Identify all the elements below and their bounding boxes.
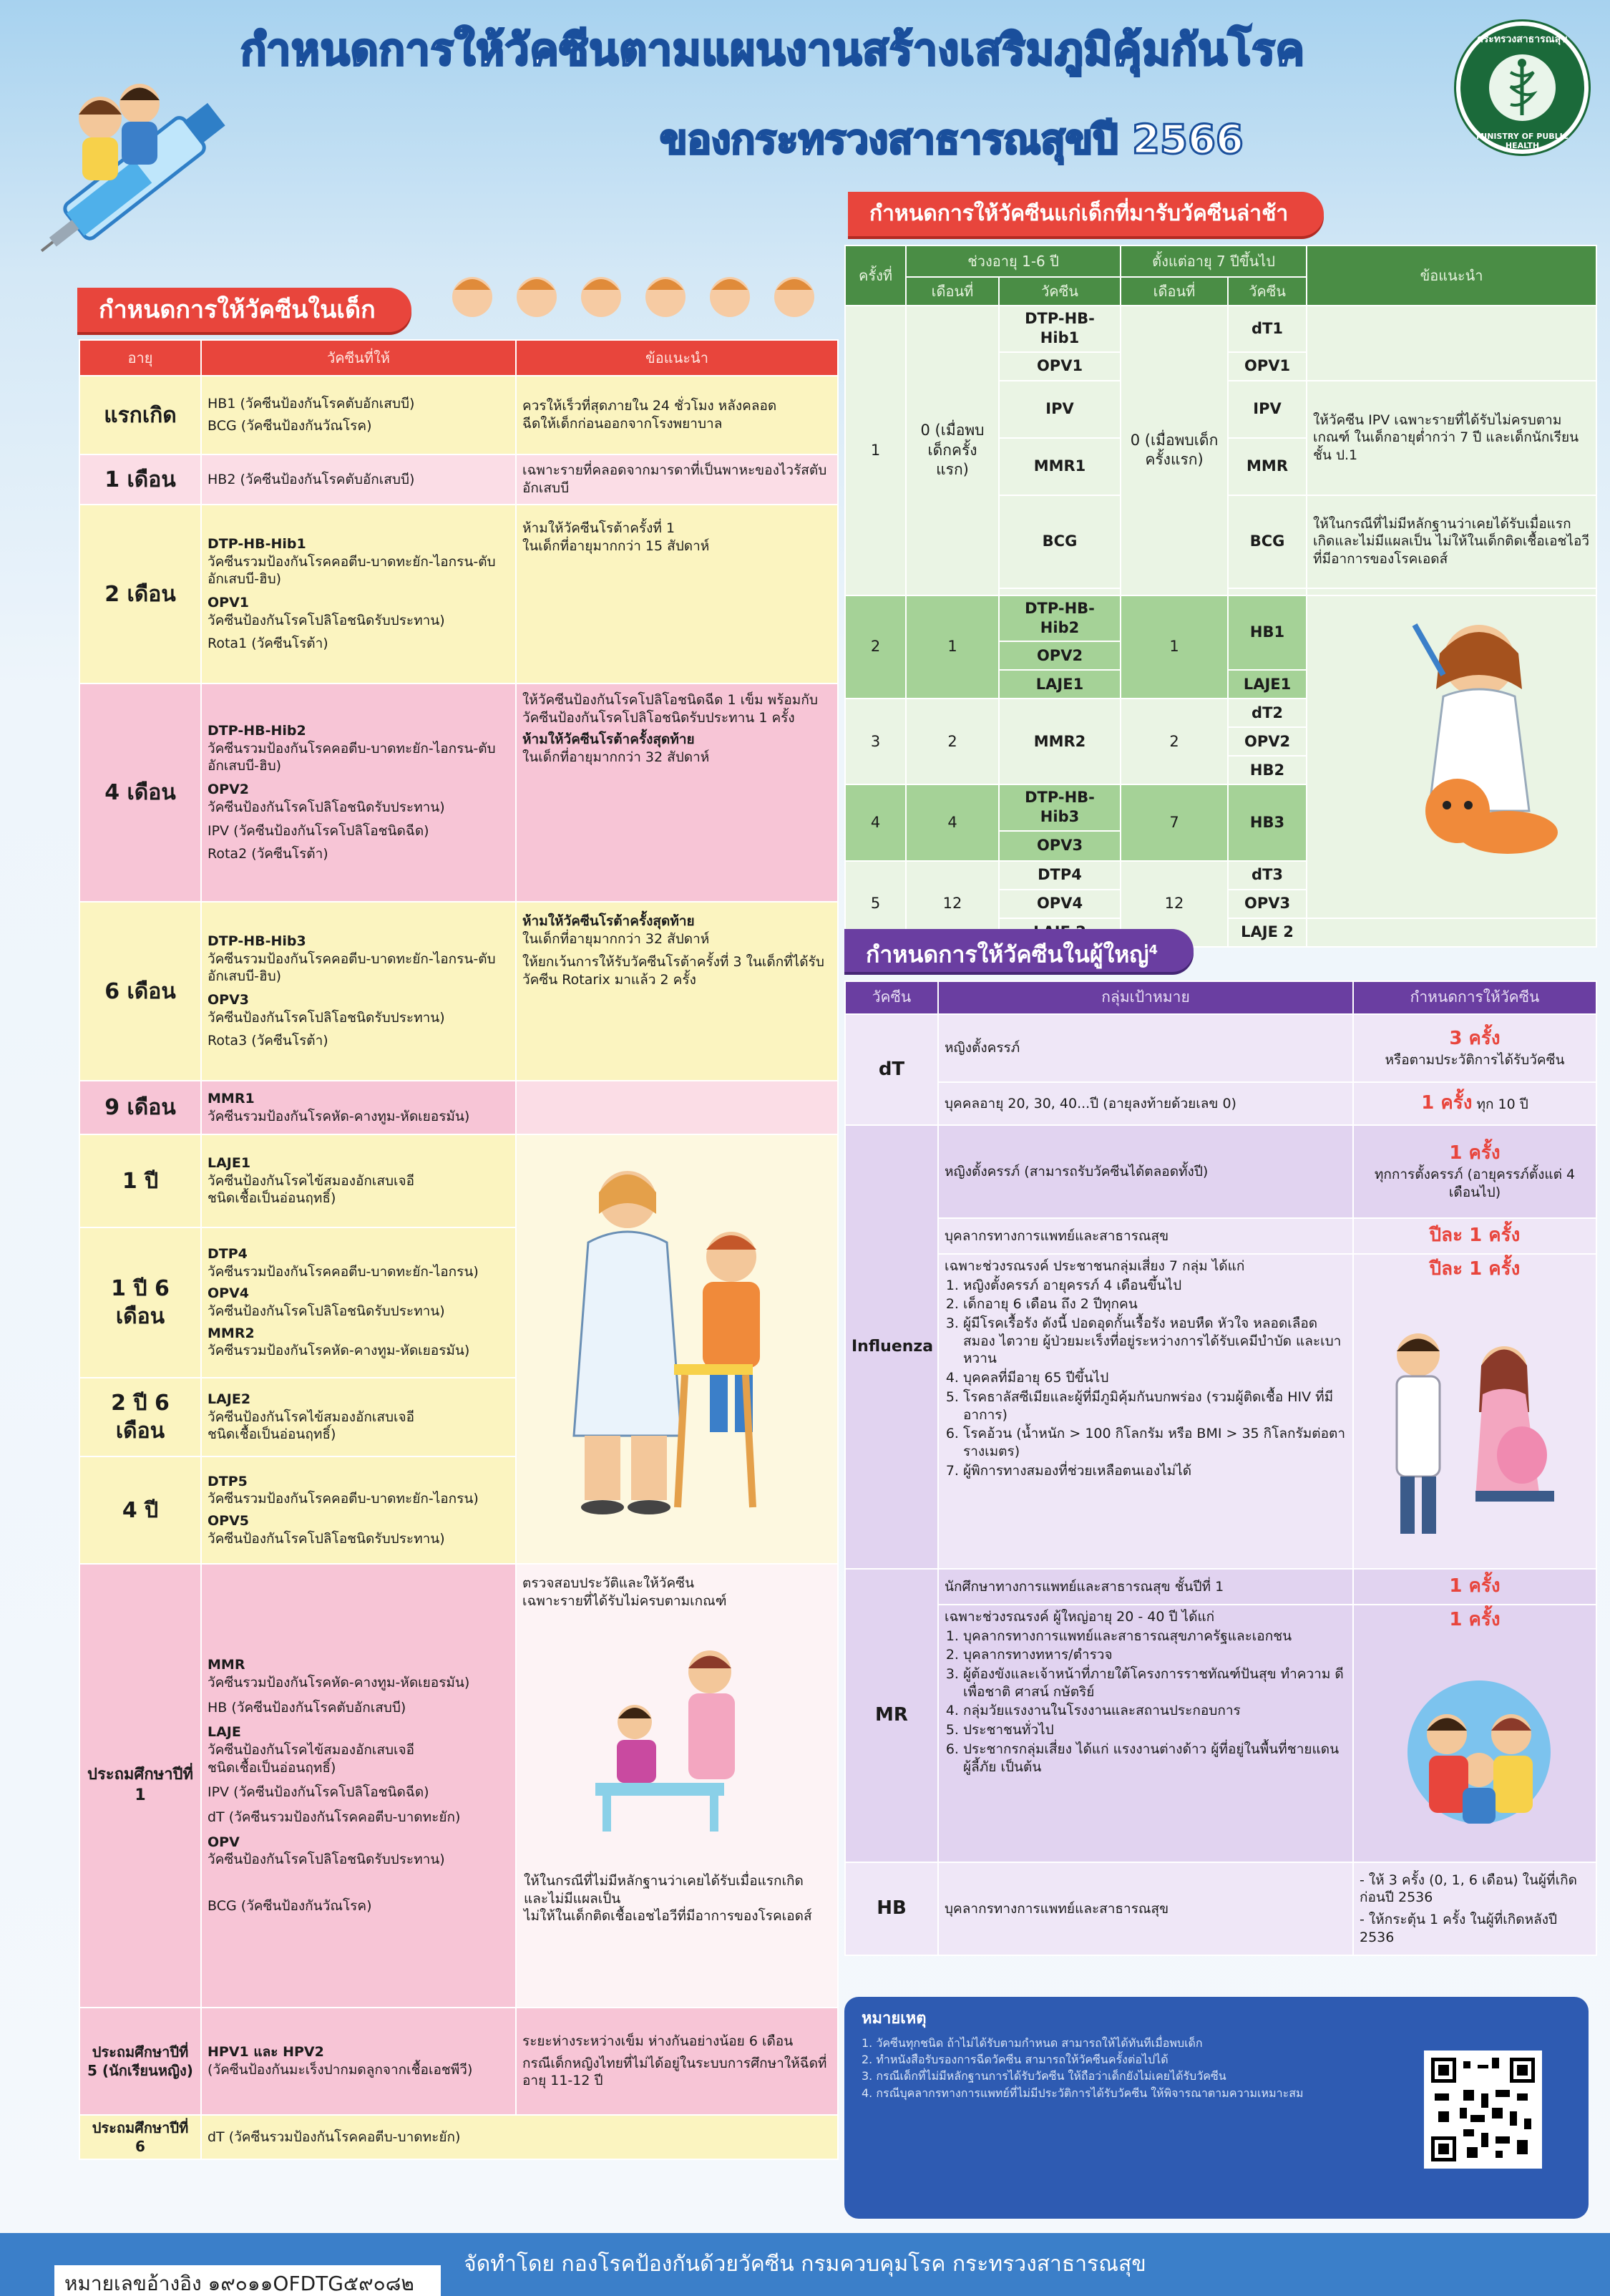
- vaccine-code: MMR2: [208, 1325, 255, 1341]
- age-label: 1 เดือน: [79, 454, 201, 505]
- age-label: 1 ปี 6 เดือน: [79, 1227, 201, 1378]
- adult-target: บุคคลอายุ 20, 30, 40...ปี (อายุลงท้ายด้วยเลข 0): [938, 1082, 1353, 1125]
- vaccine-desc: ชนิดเชื้อเป็นอ่อนฤทธิ์): [208, 1426, 336, 1443]
- vaccine-desc: วัคซีนป้องกันโรคโปลิโอชนิดรับประทาน): [208, 1852, 445, 1868]
- vaccine-desc: วัคซีนรวมป้องกันโรคหัด-คางทูม-หัดเยอรมัน): [208, 1674, 470, 1691]
- late-advice: ให้วัคซีน IPV เฉพาะรายที่ได้รับไม่ครบตามเกณฑ์ ในเด็กอายุต่ำกว่า 7 ปี และเด็กนักเรียนชั้น ป.1: [1307, 381, 1596, 495]
- late-vaccine: dT1: [1228, 306, 1307, 352]
- schedule-count: ปีละ 1 ครั้ง: [1429, 1258, 1521, 1280]
- adult-target: หญิงตั้งครรภ์: [938, 1014, 1353, 1082]
- adult-section-title: [844, 929, 1194, 972]
- adult-target: เฉพาะช่วงรณรงค์ ผู้ใหญ่อายุ 20 - 40 ปี ได้แก่: [945, 1609, 1215, 1625]
- list-item: 4. กลุ่มวัยแรงงานในโรงงานและสถานประกอบการ: [963, 1702, 1347, 1720]
- doctor-child-illustration: [560, 1149, 796, 1522]
- advice-line: ห้ามให้วัคซีนโรต้าครั้งสุดท้าย: [522, 731, 695, 748]
- vaccine-line: IPV (วัคซีนป้องกันโรคโปลิโอชนิดฉีด): [208, 822, 429, 839]
- age-label: 4 ปี: [79, 1456, 201, 1564]
- note-item: 4. กรณีบุคลากรทางการแพทย์ที่ไม่มีประวัติการได้รับวัคซีน ให้พิจารณาตามความเหมาะสม: [862, 2086, 1304, 2100]
- vaccine-line: IPV (วัคซีนป้องกันโรคโปลิโอชนิดฉีด): [208, 1784, 429, 1801]
- vaccine-desc: วัคซีนรวมป้องกันโรคคอตีบ-บาดทะยัก-ไอกรน): [208, 1263, 479, 1280]
- vaccine-line: HB2 (วัคซีนป้องกันโรคตับอักเสบบี): [208, 471, 415, 487]
- vaccine-code: LAJE2: [208, 1391, 251, 1407]
- kids-row-grade-1: [79, 1564, 838, 2008]
- vaccine-desc: วัคซีนป้องกันโรคโปลิโอชนิดรับประทาน): [208, 612, 445, 628]
- vaccine-code: LAJE1: [208, 1154, 251, 1171]
- notes-title: หมายเหตุ: [862, 2010, 927, 2028]
- adult-target: บุคลากรทางการแพทย์และสาธารณสุข: [938, 1218, 1353, 1254]
- schedule-count: ปีละ 1 ครั้ง: [1429, 1225, 1521, 1247]
- vaccine-desc: ชนิดเชื้อเป็นอ่อนฤทธิ์): [208, 1190, 336, 1207]
- late-month1: 1: [906, 595, 999, 699]
- kids-vaccine-table: [79, 339, 839, 2160]
- age-label: 2 เดือน: [79, 505, 201, 684]
- adult-row-dt-2: [845, 1082, 1596, 1125]
- age-label: แรกเกิด: [79, 376, 201, 454]
- advice-line: ในเด็กที่อายุมากกว่า 32 สัปดาห์: [522, 930, 710, 947]
- late-vaccine: OPV3: [1228, 890, 1307, 918]
- vaccine-desc: วัคซีนป้องกันโรคโปลิโอชนิดรับประทาน): [208, 799, 445, 815]
- vaccine-line: HB (วัคซีนป้องกันโรคตับอักเสบบี): [208, 1699, 406, 1716]
- vaccine-desc: วัคซีนป้องกันโรคไข้สมองอักเสบเจอี: [208, 1172, 415, 1189]
- advice-line: ตรวจสอบประวัติและให้วัคซีน: [522, 1575, 695, 1591]
- advice-line: ในเด็กที่อายุมากกว่า 15 สัปดาห์: [522, 537, 710, 554]
- vaccine-desc: วัคซีนรวมป้องกันโรคคอตีบ-บาดทะยัก-ไอกรน-ตับอักเสบบี-ฮิบ): [208, 553, 496, 588]
- schedule-count: 1 ครั้ง: [1449, 1609, 1501, 1630]
- logo-text-bottom: MINISTRY OF PUBLIC HEALTH: [1476, 132, 1568, 150]
- vaccine-desc: วัคซีนรวมป้องกันโรคคอตีบ-บาดทะยัก-ไอกรน-ตับอักเสบบี-ฮิบ): [208, 740, 496, 774]
- late-header-month2: เดือนที่: [1121, 277, 1228, 306]
- kids-row-9-months: [79, 1081, 838, 1134]
- late-vaccine: MMR: [1228, 438, 1307, 495]
- vaccine-code: DTP-HB-Hib1: [208, 535, 306, 552]
- late-month1: 12: [906, 861, 999, 947]
- late-vaccine: HB1: [1228, 595, 1307, 671]
- vaccine-line: dT (วัคซีนรวมป้องกันโรคคอตีบ-บาดทะยัก): [208, 1809, 461, 1826]
- late-header-month1: เดือนที่: [906, 277, 999, 306]
- late-visit: 1: [845, 306, 906, 595]
- family-illustration: [1397, 1663, 1561, 1842]
- vaccine-line: Rota3 (วัคซีนโรต้า): [208, 1033, 328, 1049]
- late-vaccine: OPV1: [1228, 352, 1307, 381]
- late-row-1: [845, 306, 1596, 352]
- vaccine-line: HB1 (วัคซีนป้องกันโรคตับอักเสบบี): [208, 396, 415, 412]
- adult-vaccine-name: Influenza: [845, 1125, 938, 1569]
- list-item: 1. บุคลากรทางการแพทย์และสาธารณสุขภาครัฐและเอกชน: [963, 1628, 1347, 1645]
- logo-text-top: กระทรวงสาธารณสุข: [1477, 34, 1568, 45]
- adult-vaccine-name: MR: [845, 1569, 938, 1862]
- late-header-vaccine1: วัคซีน: [999, 277, 1121, 306]
- vaccine-desc: วัคซีนป้องกันโรคโปลิโอชนิดรับประทาน): [208, 1009, 445, 1026]
- schedule-note: ทุกการตั้งครรภ์ (อายุครรภ์ตั้งแต่ 4 เดือนไป): [1374, 1167, 1576, 1200]
- advice-line: ระยะห่างระหว่างเข็ม ห่างกันอย่างน้อย 6 เดือน: [522, 2033, 794, 2049]
- list-item: 6. โรคอ้วน (น้ำหนัก > 100 กิโลกรัม หรือ BMI > 35 กิโลกรัมต่อตารางเมตร): [963, 1425, 1347, 1460]
- adult-row-flu-2: [845, 1218, 1596, 1254]
- adult-header-vaccine: วัคซีน: [845, 981, 938, 1014]
- schedule-note: - ให้กระตุ้น 1 ครั้ง ในผู้ที่เกิดหลังปี 2536: [1360, 1912, 1558, 1945]
- adult-row-flu-3: [845, 1254, 1596, 1569]
- adult-target: บุคลากรทางการแพทย์และสาธารณสุข: [938, 1862, 1353, 1955]
- list-item: 7. ผู้พิการทางสมองที่ช่วยเหลือตนเองไม่ได้: [963, 1462, 1347, 1480]
- age-label: 2 ปี 6 เดือน: [79, 1378, 201, 1456]
- vaccine-code: OPV2: [208, 782, 250, 798]
- vaccine-code: DTP4: [208, 1245, 248, 1262]
- adult-vaccine-name: dT: [845, 1014, 938, 1125]
- list-item: 2. เด็กอายุ 6 เดือน ถึง 2 ปีทุกคน: [963, 1295, 1347, 1313]
- advice-line: ห้ามให้วัคซีนโรต้าครั้งที่ 1: [522, 520, 675, 536]
- late-vaccine: MMR2: [999, 699, 1121, 784]
- kids-row-birth: [79, 376, 838, 454]
- late-vaccine: OPV1: [999, 352, 1121, 381]
- reference-number: หมายเลขอ้างอิง ๑๙๐๑๑OFDTG๕๙๐๘๒: [54, 2265, 441, 2296]
- vaccine-code: OPV1: [208, 595, 250, 611]
- list-item: 2. บุคลากรทางทหาร/ตำรวจ: [963, 1646, 1347, 1664]
- schedule-count: 1 ครั้ง: [1449, 1142, 1501, 1164]
- kids-row-4-months: [79, 684, 838, 902]
- late-visit: 4: [845, 784, 906, 861]
- late-vaccine: HB3: [1228, 784, 1307, 861]
- vaccine-desc: วัคซีนรวมป้องกันโรคคอตีบ-บาดทะยัก-ไอกรน-ตับอักเสบบี-ฮิบ): [208, 950, 496, 985]
- advice-line: ให้ในกรณีที่ไม่มีหลักฐานว่าเคยได้รับเมื่อแรกเกิดและไม่มีแผลเป็น: [524, 1873, 804, 1907]
- kids-row-1-year: [79, 1134, 838, 1227]
- vaccine-code: DTP-HB-Hib2: [208, 723, 306, 739]
- advice-line: ควรให้เร็วที่สุดภายใน 24 ชั่วโมง หลังคลอด: [522, 398, 777, 414]
- adult-target: นักศึกษาทางการแพทย์และสาธารณสุข ชั้นปีที่ 1: [938, 1569, 1353, 1605]
- flu-risk-list: [945, 1277, 1347, 1480]
- vaccine-line: BCG (วัคซีนป้องกันวัณโรค): [208, 1898, 372, 1915]
- late-section-title: กำหนดการให้วัคซีนแก่เด็กที่มารับวัคซีนล่าช้า: [848, 192, 1324, 236]
- late-vaccine: DTP-HB-Hib3: [999, 784, 1121, 831]
- late-vaccine: OPV3: [999, 831, 1121, 861]
- list-item: 3. ผู้ต้องขังและเจ้าหน้าที่ภายใต้โครงการราชทัณฑ์ปันสุข ทำความ ดี เพื่อชาติ ศาสน์ กษัตริย์: [963, 1665, 1347, 1701]
- late-month2: 1: [1121, 595, 1228, 699]
- page-subtitle: ของกระทรวงสาธารณสุขปี 2566: [660, 117, 1244, 163]
- vaccine-line: Rota1 (วัคซีนโรต้า): [208, 636, 328, 652]
- late-header-advice: ข้อแนะนำ: [1307, 245, 1596, 306]
- qr-code[interactable]: [1424, 2051, 1542, 2169]
- adult-vaccine-name: HB: [845, 1862, 938, 1955]
- adult-row-dt-1: [845, 1014, 1596, 1082]
- list-item: 1. หญิงตั้งครรภ์ อายุครรภ์ 4 เดือนขึ้นไป: [963, 1277, 1347, 1295]
- late-vaccine: LAJE 2: [1228, 918, 1307, 947]
- late-month2: 7: [1121, 784, 1228, 861]
- list-item: 4. บุคคลที่มีอายุ 65 ปีขึ้นไป: [963, 1369, 1347, 1387]
- adult-row-mr-2: [845, 1605, 1596, 1862]
- vaccine-desc: ชนิดเชื้อเป็นอ่อนฤทธิ์): [208, 1759, 336, 1776]
- ministry-logo: [1456, 21, 1589, 154]
- adult-row-hb: [845, 1862, 1596, 1955]
- kids-row-6-months: [79, 902, 838, 1081]
- late-vaccine: OPV2: [1228, 727, 1307, 756]
- adult-row-flu-1: [845, 1125, 1596, 1218]
- vaccine-desc: วัคซีนรวมป้องกันโรคหัด-คางทูม-หัดเยอรมัน): [208, 1343, 470, 1359]
- vaccine-code: MMR: [208, 1657, 245, 1673]
- kids-section-title: กำหนดการให้วัคซีนในเด็ก: [77, 288, 411, 332]
- adult-section-superscript: 4: [1148, 943, 1158, 958]
- vaccine-desc: วัคซีนรวมป้องกันโรคคอตีบ-บาดทะยัก-ไอกรน): [208, 1491, 479, 1507]
- baby-faces-illustration: [444, 258, 844, 329]
- late-vaccine: BCG: [999, 495, 1121, 588]
- late-vaccine: OPV4: [999, 890, 1121, 918]
- kids-header-advice: ข้อแนะนำ: [516, 340, 838, 376]
- vaccine-desc: วัคซีนป้องกันโรคโปลิโอชนิดรับประทาน): [208, 1303, 445, 1319]
- kids-row-grade-6: [79, 2115, 838, 2159]
- caduceus-icon: [1489, 54, 1556, 121]
- late-vaccine: IPV: [1228, 381, 1307, 438]
- late-vaccine: DTP-HB-Hib1: [999, 306, 1121, 352]
- late-vaccine: HB2: [1228, 756, 1307, 784]
- vaccine-line: Rota2 (วัคซีนโรต้า): [208, 846, 328, 862]
- age-label: ประถมศึกษาปีที่ 1: [79, 1564, 201, 2008]
- late-vaccine-table: [844, 245, 1597, 948]
- late-header-visit: ครั้งที่: [845, 245, 906, 306]
- late-visit: 3: [845, 699, 906, 784]
- late-vaccine: MMR1: [999, 438, 1121, 495]
- late-header-vaccine2: วัคซีน: [1228, 277, 1307, 306]
- late-month1: 4: [906, 784, 999, 861]
- kids-row-1-month: [79, 454, 838, 505]
- advice-line: ให้ยกเว้นการให้รับวัคซีนโรต้าครั้งที่ 3 ในเด็กที่ได้รับวัคซีน Rotarix มาแล้ว 2 ครั้ง: [522, 954, 824, 988]
- age-label: 6 เดือน: [79, 902, 201, 1081]
- list-item: 5. ประชาชนทั่วไป: [963, 1721, 1347, 1739]
- late-visit: 5: [845, 861, 906, 947]
- kids-header-age: อายุ: [79, 340, 201, 376]
- footer-text: จัดทำโดย กองโรคป้องกันด้วยวัคซีน กรมควบคุมโรค กระทรวงสาธารณสุข: [464, 2252, 1146, 2277]
- age-label: ประถมศึกษาปีที่ 5 (นักเรียนหญิง): [79, 2008, 201, 2115]
- vaccine-code: HPV1 และ HPV2: [208, 2044, 324, 2061]
- adult-target: หญิงตั้งครรภ์ (สามารถรับวัคซีนได้ตลอดทั้งปี): [938, 1125, 1353, 1218]
- late-vaccine: DTP-HB-Hib2: [999, 595, 1121, 642]
- late-vaccine: DTP4: [999, 861, 1121, 890]
- list-item: 5. โรคธาลัสซีเมียและผู้ที่มีภูมิคุ้มกันบกพร่อง (รวมผู้ติดเชื้อ HIV ที่มีอาการ): [963, 1388, 1347, 1424]
- vaccine-code: MMR1: [208, 1090, 255, 1106]
- vaccine-desc: วัคซีนป้องกันโรคโปลิโอชนิดรับประทาน): [208, 1530, 445, 1547]
- note-item: 2. ทำหนังสือรับรองการฉีดวัคซีน สามารถให้วัคซีนครั้งต่อไปได้: [862, 2053, 1169, 2067]
- schedule-count: 1 ครั้ง: [1449, 1575, 1501, 1597]
- list-item: 3. ผู้มีโรคเรื้อรัง ดังนี้ ปอดอุดกั้นเรื้อรัง หอบหืด หัวใจ หลอดเลือดสมอง ไตวาย ผู้ป่วยมะเร็งที่อยู่ระหว่างการได้รับเคมีบำบัด และเบาหวาน: [963, 1315, 1347, 1368]
- age-label: 1 ปี: [79, 1134, 201, 1227]
- syringe-kids-illustration: [14, 57, 250, 293]
- vaccine-desc: วัคซีนป้องกันโรคไข้สมองอักเสบเจอี: [208, 1409, 415, 1425]
- schedule-note: ทุก 10 ปี: [1476, 1096, 1528, 1113]
- late-month2: 0 (เมื่อพบเด็กครั้งแรก): [1121, 306, 1228, 595]
- late-advice: ให้ในกรณีที่ไม่มีหลักฐานว่าเคยได้รับเมื่อแรกเกิดและไม่มีแผลเป็น ไม่ให้ในเด็กติดเชื้อเอชไอวีที่มีอาการของโรคเอดส์: [1307, 495, 1596, 588]
- nurse-baby-illustration: [1372, 596, 1586, 882]
- late-month2: 2: [1121, 699, 1228, 784]
- kids-row-2-months: [79, 505, 838, 684]
- late-vaccine: OPV2: [999, 641, 1121, 670]
- late-vaccine: dT3: [1228, 861, 1307, 890]
- note-item: 3. กรณีเด็กที่ไม่มีหลักฐานการได้รับวัคซีน ให้ถือว่าเด็กยังไม่เคยได้รับวัคซีน: [862, 2069, 1226, 2083]
- doctor-exam-illustration: [581, 1643, 781, 1837]
- late-month1: 2: [906, 699, 999, 784]
- late-header-group1: ช่วงอายุ 1-6 ปี: [906, 245, 1121, 277]
- adult-header-schedule: กำหนดการให้วัคซีน: [1353, 981, 1596, 1014]
- late-header-group2: ตั้งแต่อายุ 7 ปีขึ้นไป: [1121, 245, 1307, 277]
- advice-line: ให้วัคซีนป้องกันโรคโปลิโอชนิดฉีด 1 เข็ม พร้อมกับวัคซีนป้องกันโรคโปลิโอชนิดรับประทาน 1 ครั้ง: [522, 692, 818, 726]
- advice-line: เฉพาะรายที่ได้รับไม่ครบตามเกณฑ์: [522, 1592, 727, 1609]
- page-title: กำหนดการให้วัคซีนตามแผนงานสร้างเสริมภูมิคุ้มกันโรค: [240, 25, 1305, 75]
- note-item: 1. วัคซีนทุกชนิด ถ้าไม่ได้รับตามกำหนด สามารถให้ได้ทันทีเมื่อพบเด็ก: [862, 2036, 1203, 2050]
- age-label: 9 เดือน: [79, 1081, 201, 1134]
- vaccine-code: OPV4: [208, 1285, 250, 1302]
- advice-line: ฉีดให้เด็กก่อนออกจากโรงพยาบาล: [522, 416, 723, 432]
- age-label: ประถมศึกษาปีที่ 6: [79, 2115, 201, 2159]
- vaccine-desc: (วัคซีนป้องกันมะเร็งปากมดลูกจากเชื้อเอชพีวี): [208, 2062, 473, 2078]
- advice-line: ไม่ให้ในเด็กติดเชื้อเอชไอวีที่มีอาการของโรคเอดส์: [524, 1908, 812, 1925]
- vaccine-line: dT (วัคซีนรวมป้องกันโรคคอตีบ-บาดทะยัก): [208, 2129, 461, 2145]
- late-visit: 2: [845, 595, 906, 699]
- late-month1: 0 (เมื่อพบเด็กครั้งแรก): [906, 306, 999, 595]
- schedule-count: 1 ครั้ง: [1421, 1092, 1473, 1114]
- advice-line: กรณีเด็กหญิงไทยที่ไม่ได้อยู่ในระบบการศึกษาให้ฉีดที่อายุ 11-12 ปี: [522, 2055, 827, 2089]
- advice-line: เฉพาะรายที่คลอดจากมารดาที่เป็นพาหะของไวรัสตับอักเสบบี: [522, 462, 827, 496]
- late-vaccine: dT2: [1228, 699, 1307, 727]
- vaccine-line: BCG (วัคซีนป้องกันวัณโรค): [208, 418, 372, 434]
- advice-line: ในเด็กที่อายุมากกว่า 32 สัปดาห์: [522, 749, 710, 766]
- vaccine-desc: วัคซีนป้องกันโรคไข้สมองอักเสบเจอี: [208, 1741, 415, 1758]
- late-vaccine: BCG: [1228, 495, 1307, 588]
- mr-target-list: [945, 1628, 1347, 1776]
- age-label: 4 เดือน: [79, 684, 201, 902]
- pregnant-woman-illustration: [1368, 1312, 1583, 1548]
- vaccine-code: LAJE: [208, 1724, 241, 1741]
- late-vaccine: LAJE1: [1228, 670, 1307, 699]
- vaccine-code: OPV: [208, 1834, 240, 1850]
- advice-line: ห้ามให้วัคซีนโรต้าครั้งสุดท้าย: [522, 913, 695, 929]
- late-row-2: [845, 595, 1596, 642]
- vaccine-code: DTP-HB-Hib3: [208, 933, 306, 949]
- vaccine-code: OPV5: [208, 1513, 250, 1529]
- vaccine-desc: วัคซีนรวมป้องกันโรคหัด-คางทูม-หัดเยอรมัน): [208, 1108, 470, 1124]
- adult-row-mr-1: [845, 1569, 1596, 1605]
- schedule-note: หรือตามประวัติการได้รับวัคซีน: [1385, 1052, 1565, 1069]
- adult-section-title-text: กำหนดการให้วัคซีนในผู้ใหญ่: [866, 940, 1149, 968]
- adult-vaccine-table: [844, 981, 1597, 1956]
- vaccine-code: OPV3: [208, 992, 250, 1008]
- adult-header-target: กลุ่มเป้าหมาย: [938, 981, 1353, 1014]
- kids-header-vaccine: วัคซีนที่ให้: [201, 340, 516, 376]
- schedule-note: - ให้ 3 ครั้ง (0, 1, 6 เดือน) ในผู้ที่เกิดก่อนปี 2536: [1360, 1872, 1577, 1906]
- late-month2: 12: [1121, 861, 1228, 947]
- vaccine-code: DTP5: [208, 1473, 248, 1489]
- adult-target: เฉพาะช่วงรณรงค์ ประชาชนกลุ่มเสี่ยง 7 กลุ่ม ได้แก่: [945, 1258, 1245, 1274]
- kids-row-grade-5: [79, 2008, 838, 2115]
- list-item: 6. ประชากรกลุ่มเสี่ยง ได้แก่ แรงงานต่างด้าว ผู้ที่อยู่ในพื้นที่ชายแดน ผู้ลี้ภัย เป็นต้น: [963, 1741, 1347, 1776]
- late-vaccine: LAJE1: [999, 670, 1121, 699]
- schedule-count: 3 ครั้ง: [1449, 1028, 1501, 1050]
- late-vaccine: IPV: [999, 381, 1121, 438]
